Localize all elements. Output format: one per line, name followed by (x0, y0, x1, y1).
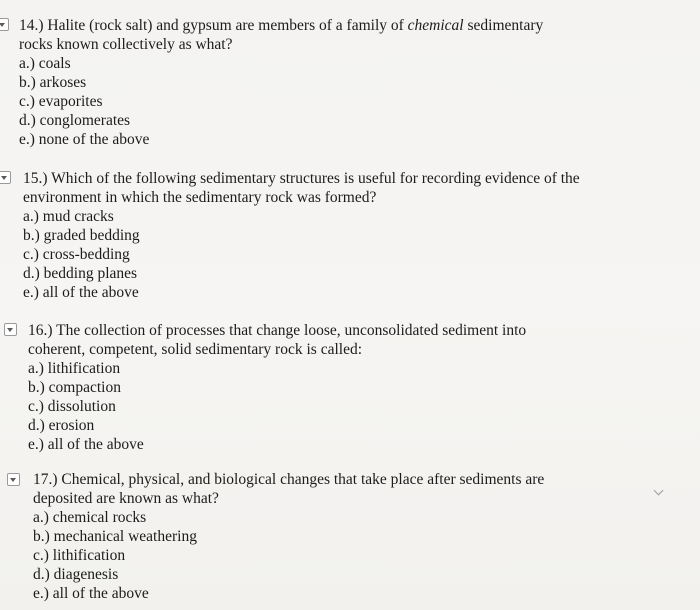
question-14-line-1: 14.) Halite (rock salt) and gypsum are members of a family of chemical sedimentary (19, 17, 544, 34)
option-15-a: a.) mud cracks (23, 208, 114, 225)
option-17-c: c.) lithification (33, 547, 126, 564)
option-17-e: e.) all of the above (33, 585, 149, 602)
option-15-b: b.) graded bedding (23, 227, 140, 244)
option-15-d: d.) bedding planes (23, 265, 138, 282)
option-16-c: c.) dissolution (28, 398, 116, 415)
answer-dropdown-15[interactable] (0, 171, 11, 184)
option-16-d: d.) erosion (28, 417, 95, 434)
option-15-c: c.) cross-bedding (23, 246, 130, 263)
question-15-line-1: 15.) Which of the following sedimentary structures is useful for recording evidence of the (23, 170, 580, 187)
answer-dropdown-17[interactable] (7, 473, 20, 486)
chevron-down-icon (654, 486, 664, 496)
answer-dropdown-14[interactable] (0, 18, 9, 31)
option-16-e: e.) all of the above (28, 436, 144, 453)
question-14-line-2: rocks known collectively as what? (19, 36, 233, 53)
option-17-b: b.) mechanical weathering (33, 528, 197, 545)
option-14-b: b.) arkoses (19, 74, 87, 91)
question-16-line-1: 16.) The collection of processes that change loose, unconsolidated sediment into (28, 322, 527, 339)
chevron-down-icon (10, 478, 16, 482)
chevron-down-icon (1, 176, 7, 180)
chevron-down-icon (7, 328, 13, 332)
question-17-line-1: 17.) Chemical, physical, and biological changes that take place after sediments are (33, 471, 545, 488)
option-16-b: b.) compaction (28, 379, 121, 396)
option-14-c: c.) evaporites (19, 93, 103, 110)
answer-dropdown-16[interactable] (4, 323, 17, 336)
option-14-e: e.) none of the above (19, 131, 150, 148)
question-17-line-2: deposited are known as what? (33, 490, 219, 507)
chevron-down-icon (0, 23, 5, 27)
option-15-e: e.) all of the above (23, 284, 139, 301)
question-15-line-2: environment in which the sedimentary rock was formed? (23, 189, 377, 206)
option-17-d: d.) diagenesis (33, 566, 119, 583)
option-14-d: d.) conglomerates (19, 112, 131, 129)
option-16-a: a.) lithification (28, 360, 121, 377)
option-14-a: a.) coals (19, 55, 71, 72)
option-17-a: a.) chemical rocks (33, 509, 147, 526)
question-16-line-2: coherent, competent, solid sedimentary rock is called: (28, 341, 362, 358)
